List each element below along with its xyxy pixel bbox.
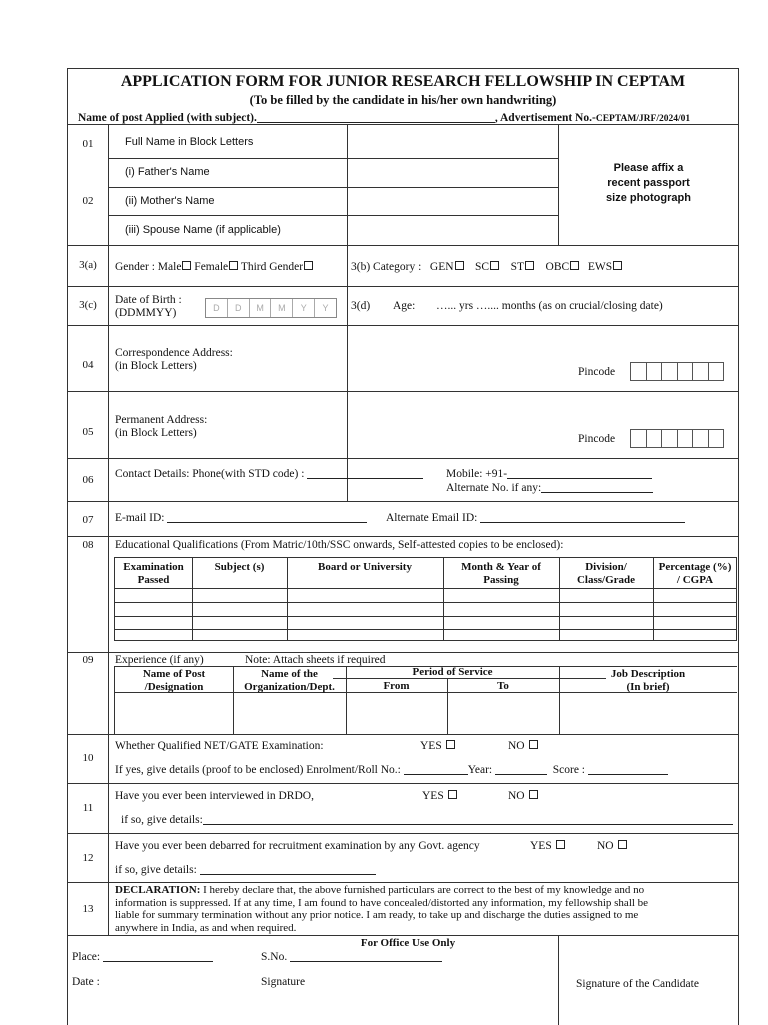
dob-box[interactable]: M	[250, 299, 272, 317]
office-use-heading: For Office Use Only	[360, 937, 456, 949]
phone-label: Contact Details: Phone(with STD code) :	[115, 468, 305, 480]
full-name-label: Full Name in Block Letters	[125, 136, 254, 148]
fathers-name-label: (i) Father's Name	[125, 166, 210, 178]
edu-header-subject: Subject (s)	[214, 561, 265, 573]
mobile-row	[446, 467, 652, 481]
exp-header-period: Period of Service	[412, 666, 493, 678]
st-checkbox[interactable]	[525, 261, 534, 270]
declaration-heading: DECLARATION:	[115, 884, 201, 896]
dob-box[interactable]: D	[228, 299, 250, 317]
interview-details-row	[121, 813, 733, 827]
alt-phone-row	[446, 481, 653, 495]
email-field[interactable]	[167, 511, 367, 523]
place-field[interactable]	[103, 950, 213, 962]
alt-email-row	[386, 511, 685, 525]
debarred-yes: YES	[530, 840, 565, 853]
dob-label: Date of Birth :	[115, 294, 182, 306]
row-number: 09	[82, 654, 94, 666]
declaration-line: anywhere in India, as and when required.	[115, 921, 297, 934]
female-label: Female	[194, 261, 229, 273]
sno-label: S.No.	[261, 951, 288, 963]
category-label: 3(b) Category :	[351, 261, 422, 273]
gender-options	[115, 261, 313, 274]
row-number: 06	[82, 474, 94, 486]
age-label: Age:	[393, 300, 416, 312]
exp-header-org: Name of the Organization/Dept.	[244, 668, 335, 693]
phone-field[interactable]	[307, 467, 423, 479]
signature-label: Signature	[261, 976, 306, 988]
declaration-line: information is suppressed. If at any time, I am found to have concealed/distorted any information, my fellowship shall be	[115, 896, 649, 909]
exp-header-post: Name of Post /Designation	[142, 668, 206, 693]
education-table	[114, 557, 737, 641]
mobile-field[interactable]	[507, 467, 652, 479]
experience-note: Note: Attach sheets if required	[245, 654, 386, 666]
category-gen: GEN	[429, 261, 454, 273]
adv-number: CEPTAM/JRF/2024/01	[595, 114, 691, 124]
row-number: 02	[82, 195, 94, 207]
email-row	[115, 511, 367, 525]
third-gender-label: Third Gender	[240, 261, 304, 273]
year-field[interactable]	[495, 763, 547, 775]
interview-no: NO	[508, 790, 538, 803]
spouse-name-label: (iii) Spouse Name (if applicable)	[125, 224, 281, 236]
experience-label: Experience (if any)	[115, 654, 204, 666]
mobile-label: Mobile: +91-	[446, 468, 508, 480]
age-row-number: 3(d)	[351, 300, 371, 312]
age-text: …... yrs ….... months (as on crucial/closing date)	[436, 300, 663, 312]
net-no-checkbox[interactable]	[529, 740, 538, 749]
interview-details-field[interactable]	[203, 813, 733, 825]
alt-phone-field[interactable]	[541, 481, 653, 493]
photo-text-line: Please affix a	[613, 162, 684, 174]
spouse-name-field[interactable]	[348, 216, 557, 244]
debarred-yes-checkbox[interactable]	[556, 840, 565, 849]
form-subtitle: (To be filled by the candidate in his/her own handwriting)	[249, 93, 557, 107]
corr-pincode-input[interactable]	[630, 362, 724, 381]
score-field[interactable]	[588, 763, 668, 775]
row-number: 04	[82, 359, 94, 371]
row-number: 01	[82, 138, 94, 150]
alt-email-label: Alternate Email ID:	[386, 512, 478, 524]
sno-field[interactable]	[290, 950, 442, 962]
category-obc: OBC	[545, 261, 570, 273]
sc-checkbox[interactable]	[490, 261, 499, 270]
gen-checkbox[interactable]	[455, 261, 464, 270]
email-label: E-mail ID:	[115, 512, 165, 524]
net-score-label: Score :	[552, 764, 585, 776]
category-options	[351, 261, 622, 274]
interview-details-label: if so, give details:	[121, 814, 203, 826]
row-number: 12	[82, 852, 94, 864]
perm-pincode-input[interactable]	[630, 429, 724, 448]
female-checkbox[interactable]	[229, 261, 238, 270]
category-ews: EWS	[587, 261, 613, 273]
post-applied-label: Name of post Applied (with subject).	[78, 112, 257, 124]
edu-header-division: Division/ Class/Grade	[576, 561, 636, 586]
fathers-name-field[interactable]	[348, 159, 557, 186]
net-yes: YES	[420, 740, 455, 753]
row-number: 3(a)	[79, 259, 97, 271]
debarred-details-field[interactable]	[200, 863, 376, 875]
debarred-question: Have you ever been debarred for recruitment examination by any Govt. agency	[115, 840, 480, 852]
net-gate-question: Whether Qualified NET/GATE Examination:	[115, 740, 324, 752]
interview-no-checkbox[interactable]	[529, 790, 538, 799]
candidate-signature-label: Signature of the Candidate	[576, 978, 699, 990]
category-st: ST	[510, 261, 525, 273]
edu-header-exam: Examination Passed	[123, 561, 184, 586]
declaration	[115, 884, 735, 934]
row-number: 07	[82, 514, 94, 526]
edu-header-percentage: Percentage (%) / CGPA	[658, 561, 732, 586]
obc-checkbox[interactable]	[570, 261, 579, 270]
category-sc: SC	[475, 261, 490, 273]
date-label: Date :	[72, 976, 100, 988]
dob-input[interactable]	[205, 298, 337, 318]
phone-row	[115, 467, 423, 481]
dob-box[interactable]: M	[271, 299, 293, 317]
interview-yes: YES	[422, 790, 457, 803]
alt-email-field[interactable]	[480, 511, 685, 523]
interview-question: Have you ever been interviewed in DRDO,	[115, 790, 314, 802]
gender-label: Gender : Male	[115, 261, 182, 273]
roll-no-field[interactable]	[404, 763, 468, 775]
interview-yes-checkbox[interactable]	[448, 790, 457, 799]
mothers-name-label: (ii) Mother's Name	[125, 195, 215, 207]
edu-header-board: Board or University	[318, 561, 412, 573]
photo-text-line: recent passport	[607, 177, 690, 189]
row-number: 05	[82, 426, 94, 438]
edu-header-year: Month & Year of Passing	[461, 561, 541, 586]
full-name-field[interactable]	[348, 125, 557, 157]
photo-box[interactable]	[559, 161, 738, 206]
row-number: 3(c)	[79, 299, 97, 311]
corr-address-sublabel: (in Block Letters)	[115, 360, 197, 372]
adv-label: , Advertisement No.-	[494, 112, 596, 124]
third-gender-checkbox[interactable]	[304, 261, 313, 270]
dob-box[interactable]: Y	[293, 299, 315, 317]
mothers-name-field[interactable]	[348, 188, 557, 214]
debarred-no: NO	[597, 840, 627, 853]
net-details-row	[115, 763, 668, 777]
net-yes-checkbox[interactable]	[446, 740, 455, 749]
sno-row	[261, 950, 442, 964]
application-form	[67, 68, 739, 1025]
debarred-details-label: if so, give details:	[115, 864, 197, 876]
dob-box[interactable]: D	[206, 299, 228, 317]
declaration-line: I hereby declare that, the above furnished particulars are correct to the best of my knowledge and no	[200, 884, 645, 896]
net-year-label: Year:	[467, 764, 493, 776]
experience-table	[114, 666, 737, 734]
exp-header-to: To	[497, 680, 509, 692]
debarred-no-checkbox[interactable]	[618, 840, 627, 849]
perm-pincode-label: Pincode	[578, 433, 616, 445]
declaration-line: liable for summary termination without any prior notice. I am ready, to take up and discharge the duties assigned to me	[115, 909, 639, 921]
exp-header-from: From	[383, 680, 410, 692]
corr-pincode-label: Pincode	[578, 366, 616, 378]
place-label: Place:	[72, 951, 101, 963]
row-number: 08	[82, 539, 94, 551]
post-applied-field[interactable]	[257, 111, 495, 123]
corr-address-label: Correspondence Address:	[115, 347, 233, 359]
row-number: 13	[82, 903, 94, 915]
net-no: NO	[508, 740, 538, 753]
dob-box[interactable]: Y	[322, 303, 329, 313]
photo-text-line: size photograph	[606, 192, 691, 204]
alt-phone-label: Alternate No. if any:	[446, 482, 542, 494]
perm-address-label: Permanent Address:	[115, 414, 208, 426]
male-checkbox[interactable]	[182, 261, 191, 270]
dob-format-label: (DDMMYY)	[115, 307, 177, 319]
place-row	[72, 950, 213, 964]
education-label: Educational Qualifications (From Matric/10th/SSC onwards, Self-attested copies to be enclosed):	[115, 539, 564, 551]
row-number: 10	[82, 752, 94, 764]
row-number: 11	[82, 802, 94, 814]
perm-address-sublabel: (in Block Letters)	[115, 427, 197, 439]
form-title: APPLICATION FORM FOR JUNIOR RESEARCH FELLOWSHIP IN CEPTAM	[120, 73, 686, 90]
debarred-details-row	[115, 863, 376, 877]
net-details-label: If yes, give details (proof to be enclosed) Enrolment/Roll No.:	[115, 764, 401, 776]
ews-checkbox[interactable]	[613, 261, 622, 270]
exp-header-job: Job Description (In brief)	[610, 668, 686, 693]
